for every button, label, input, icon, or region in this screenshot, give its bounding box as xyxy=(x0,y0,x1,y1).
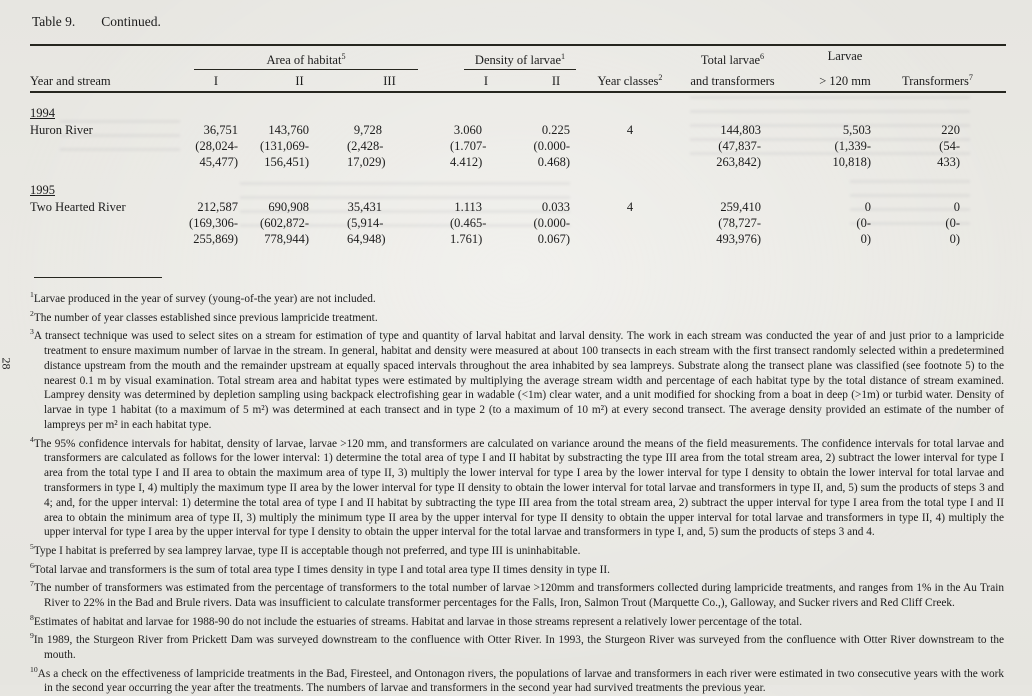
group-header-density-of-larvae: Density of larvae$^1$ xyxy=(450,49,590,70)
table-cell-larvae_120: 5,503 (1,339- 10,818) xyxy=(832,123,871,170)
table-cell-area_iii: 35,431 (5,914- 64,948) xyxy=(347,200,386,247)
table-cell-area_i: 36,751 (28,024- 45,477) xyxy=(195,123,238,170)
column-header-year-classes: Year classes$^2$ xyxy=(597,73,663,89)
footnote-3: $^3$A transect technique was used to select sites on a stream for estimation of type and quantity of larval habitat and larval density. The work in each stream was conducted the year of and just prior to a lampricide treatment to ensure maximum number of larvae in the stream. In general, habitat and density were measured at about 100 transects in each stream with the first transect randomly selected within a predetermined distance upstream from the mouth and the remainder upstream at equally spaced intervals throughout the area inhabited by sea lampreys. Substrate along the transect plane was classified (see footnote 5) to the nearest 0.1 m by visual examination. Total stream area and habitat types were estimated by multiplying the average stream width and percentage of each habitat type by the total distance of stream examined. Lamprey density was determined by depletion sampling using backpack electrofishing gear in wadable (<1m) clear water, and a unit modified for shocking from a boat in deep (>1m) or turbid water. Density of larvae in type 1 habitat (to a maximum of 5 m²) was determined at each transect and in type 2 (to a maximum of 10 m²) at every second transect. The average density provided an estimate of the number of lampreys per m² in each habitat type. xyxy=(30,327,1004,431)
table-cell-transformers: 220 (54- 433) xyxy=(937,123,960,170)
group-header-area-of-habitat: Area of habitat$^5$ xyxy=(180,49,432,70)
page-number: 28 xyxy=(0,357,14,370)
column-header-density-i: I xyxy=(483,74,489,89)
table-number: Table 9. xyxy=(32,14,76,29)
column-header-area-iii: III xyxy=(383,74,396,89)
table-cell-spacer xyxy=(432,122,450,170)
table-cell-spacer xyxy=(432,199,450,247)
table-cell-area_iii: 9,728 (2,428- 17,029) xyxy=(347,123,386,170)
table-header-columns xyxy=(30,70,1006,93)
table-cell-year_classes: 4 xyxy=(626,200,634,215)
table-row xyxy=(30,199,1006,247)
table-cell-density_ii: 0.225 (0.000- 0.468) xyxy=(533,123,570,170)
table-header-groups xyxy=(30,49,1006,70)
data-table xyxy=(30,44,1006,247)
table-cell-stream: Two Hearted River xyxy=(30,200,126,215)
column-header-area-i: I xyxy=(213,74,219,89)
column-header-larvae-line2: > 120 mm xyxy=(819,74,871,89)
column-header-density-ii: II xyxy=(551,74,561,89)
table-cell-stream: Huron River xyxy=(30,123,93,138)
table-cell-density_ii: 0.033 (0.000- 0.067) xyxy=(533,200,570,247)
footnote-7: $^7$The number of transformers was estimated from the percentage of transformers to the total number of larvae >120mm and transformers collected during lampricide treatments, and ranges from 1% in the Au Train River to 22% in the Bad and Brule rivers. Data was insufficient to calculate transformer percentages for the Falls, Iron, Salmon Trout (Marquette Co.,), Galloway, and Sucker rivers and Red Cliff Creek. xyxy=(30,579,1004,609)
footnote-6: $^6$Total larvae and transformers is the sum of total area type I times density in type I and total area type II times density in type II. xyxy=(30,560,610,576)
column-header-transformers: Transformers$^7$ xyxy=(902,73,973,89)
footnote-5: $^5$Type I habitat is preferred by sea lamprey larvae, type II is acceptable though not preferred, and type III is uninhabitable. xyxy=(30,542,581,557)
column-header-area-ii: II xyxy=(295,74,304,89)
footnote-9: $^9$In 1989, the Sturgeon River from Prickett Dam was surveyed downstream to the confluence with Otter River. In 1993, the Sturgeon River was surveyed from the confluence with Otter River downstream to the mouth. xyxy=(30,631,1004,661)
table-cell-transformers: 0 (0- 0) xyxy=(945,200,960,247)
table-cell-area_ii: 143,760 (131,069- 156,451) xyxy=(260,123,309,170)
table-cell-area_i: 212,587 (169,306- 255,869) xyxy=(189,200,238,247)
footnote-2: $^2$The number of year classes established since previous lampricide treatment. xyxy=(30,308,378,324)
year-group-label: 1994 xyxy=(30,106,55,121)
table-row xyxy=(30,122,1006,170)
table-cell-density_i: 3.060 (1.707- 4.412) xyxy=(450,123,487,170)
table-cell-larvae_120: 0 (0- 0) xyxy=(856,200,871,247)
table-cell-total: 259,410 (78,727- 493,976) xyxy=(716,200,761,247)
column-header-total-larvae-line2: and transformers xyxy=(690,74,775,89)
table-continued-label: Continued. xyxy=(101,14,161,29)
year-group-label: 1995 xyxy=(30,183,55,198)
table-cell-area_ii: 690,908 (602,872- 778,944) xyxy=(260,200,309,247)
table-cell-total: 144,803 (47,837- 263,842) xyxy=(716,123,761,170)
footnote-10: $^{10}$As a check on the effectiveness of lampricide treatments in the Bad, Firesteel, and Ontonagon rivers, the populations of larvae and transformers in each river were estimated in two consecutive years with the work in the second year occurring the year after the treatments. The numbers of larvae and transformers in the second year had survived treatments the previous year. xyxy=(30,664,1004,695)
footnote-separator xyxy=(34,277,162,278)
page-title xyxy=(32,14,1006,30)
column-header-year-and-stream: Year and stream xyxy=(30,74,111,89)
footnote-8: $^8$Estimates of habitat and larvae for 1988-90 do not include the estuaries of streams. Habitat and larvae in those streams represent a relatively lower percentage of the total. xyxy=(30,612,803,628)
footnotes xyxy=(30,288,1006,696)
table-body xyxy=(30,106,1006,247)
footnote-1: $^1$Larvae produced in the year of survey (young-of-the year) are not included. xyxy=(30,290,376,306)
table-cell-year_classes: 4 xyxy=(626,123,634,138)
table-cell-density_i: 1.113 (0.465- 1.761) xyxy=(450,200,487,247)
column-header-total-larvae-line1: Total larvae$^6$ xyxy=(700,52,765,68)
footnote-4: $^4$The 95% confidence intervals for habitat, density of larvae, larvae >120 mm, and transformers are calculated on variance around the means of the field measurements. The confidence intervals for total larvae and transformers are calculated as follows for the lower interval: 1) determine the total area of type I and II habitat by substracting the type III area from the total stream area, 2) subtract the lower interval for type I area from the total type I and II area to obtain the maximum area of type II, 3) multiply the lower interval for type I area by the lower interval for type I density to obtain the lower interval for total larvae and transformers in type I, 4) multiply the maximum type II area by the lower interval for type II density to obtain the lower interval for total larvae and transformers in type II, and, 5) sum the products of steps 3 and 4; and, for the upper interval: 1) determine the total area of type I and II habitat by subtracting the type III area from the total stream area, 2) subtract the upper interval for type I area from the total type I and II area to obtain the minimum area of type II, 3) multiply the minimum type II area by the upper interval for type II density to obtain the upper interval for total larvae and transformers in type II, 4) multiply the upper interval for type I area by the upper interval for type I density to obtain the upper interval for the total larvae and transformers in type I, and, 5) sum the products of steps 3 and 4. xyxy=(30,434,1004,539)
column-header-larvae-line1: Larvae xyxy=(827,49,863,63)
